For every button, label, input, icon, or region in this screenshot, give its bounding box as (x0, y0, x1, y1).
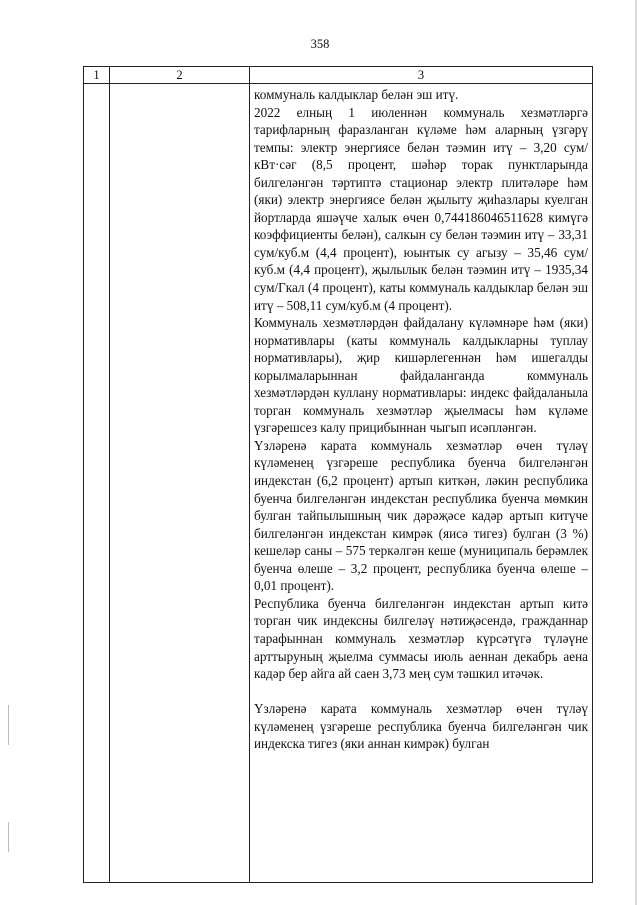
paragraph: 2022 елның 1 июленнән коммуналь хезмәтләргә тарифларның фаразланган күләме һәм аларның үзгәрү темпы: электр энергиясе белән тәэмин итү – 3,20 сум/кВт·сәг (8,5 процент, шәһәр торак пунктларында билгеләнгән тәртиптә стационар электр плитәләре һәм (яки) электр энергиясе белән җылыту җиһазлары куелган йортларда яшәүче халык өчен 0,744186046511628 кимүгә коэффициенты белән), салкын су белән тәэмин итү – 33,31 сум/куб.м (4,4 процент), юынтык су агызу – 35,46 сум/куб.м (4,4 процент), җылылык белән тәэмин итү – 1935,34 сум/Гкал (4 процент), каты коммуналь калдыклар белән эш итү – 508,11 сум/куб.м (4 процент). (254, 104, 588, 313)
paragraph: Үзләренә карата коммуналь хезмәтләр өчен түләү күләменең үзгәреше республика буенча билгеләнгән индекстан (6,2 процент) артып киткән, ләкин республика буенча билгеләнгән индекстан республика буенча мөмкин булган тайпылышның чик дәрәҗәсе кадәр артып китүче билгеләнгән индекстан кимрәк (яисә тигез) булган (3 %) кешеләр саны – 575 теркәлгән кеше (муниципаль берәмлек буенча өлеше – 3,2 процент, республика буенча өлеше – 0,01 процент). (254, 437, 588, 594)
document-table (83, 66, 593, 883)
header-cell-3: 3 (250, 67, 593, 84)
page-number: 358 (310, 37, 330, 51)
cell-text (250, 84, 592, 753)
table-header-row (84, 67, 593, 84)
paragraph: Үзләренә карата коммуналь хезмәтләр өчен түләү күләменең үзгәреше республика буенча билгеләнгән чик индекска тигез (яки аннан кимрәк) булган (254, 701, 588, 752)
header-cell-2: 2 (110, 67, 250, 84)
header-cell-1: 1 (84, 67, 110, 84)
paragraph: Коммуналь хезмәтләрдән файдалану күләмнәре һәм (яки) нормативлары (каты коммуналь калдыкларны туплау нормативлары), җир кишәрлегеннән һәм ишегалды корылмаларыннан файдаланганда коммуналь хезмәтләрдән куллану нормативлары: индекс файдаланыла торган коммуналь хезмәтләр җыелмасы һәм күләме үзгәрешсез калу прицибыннан чыгып исәпләнгән. (254, 315, 588, 436)
body-cell-2 (110, 84, 250, 883)
paragraph-gap (254, 683, 588, 701)
body-cell-1 (84, 84, 110, 883)
scan-edge-shadow (635, 0, 637, 905)
scan-edge-mark (8, 705, 9, 745)
paragraph: коммуналь калдыклар белән эш итү. (254, 87, 459, 102)
body-cell-3 (250, 84, 593, 883)
table-body-row (84, 84, 593, 883)
scan-edge-mark (8, 822, 9, 852)
paragraph: Республика буенча билгеләнгән индекстан артып китә торган чик индексны билгеләү нәтиҗәсендә, гражданнар тарафыннан коммуналь хезмәтләр күрсәтүгә түләүне арттыруның җыелма суммасы июль аеннан декабрь аена кадәр бер айга ай саен 3,73 мең сум тәшкил итәчәк. (254, 595, 588, 682)
